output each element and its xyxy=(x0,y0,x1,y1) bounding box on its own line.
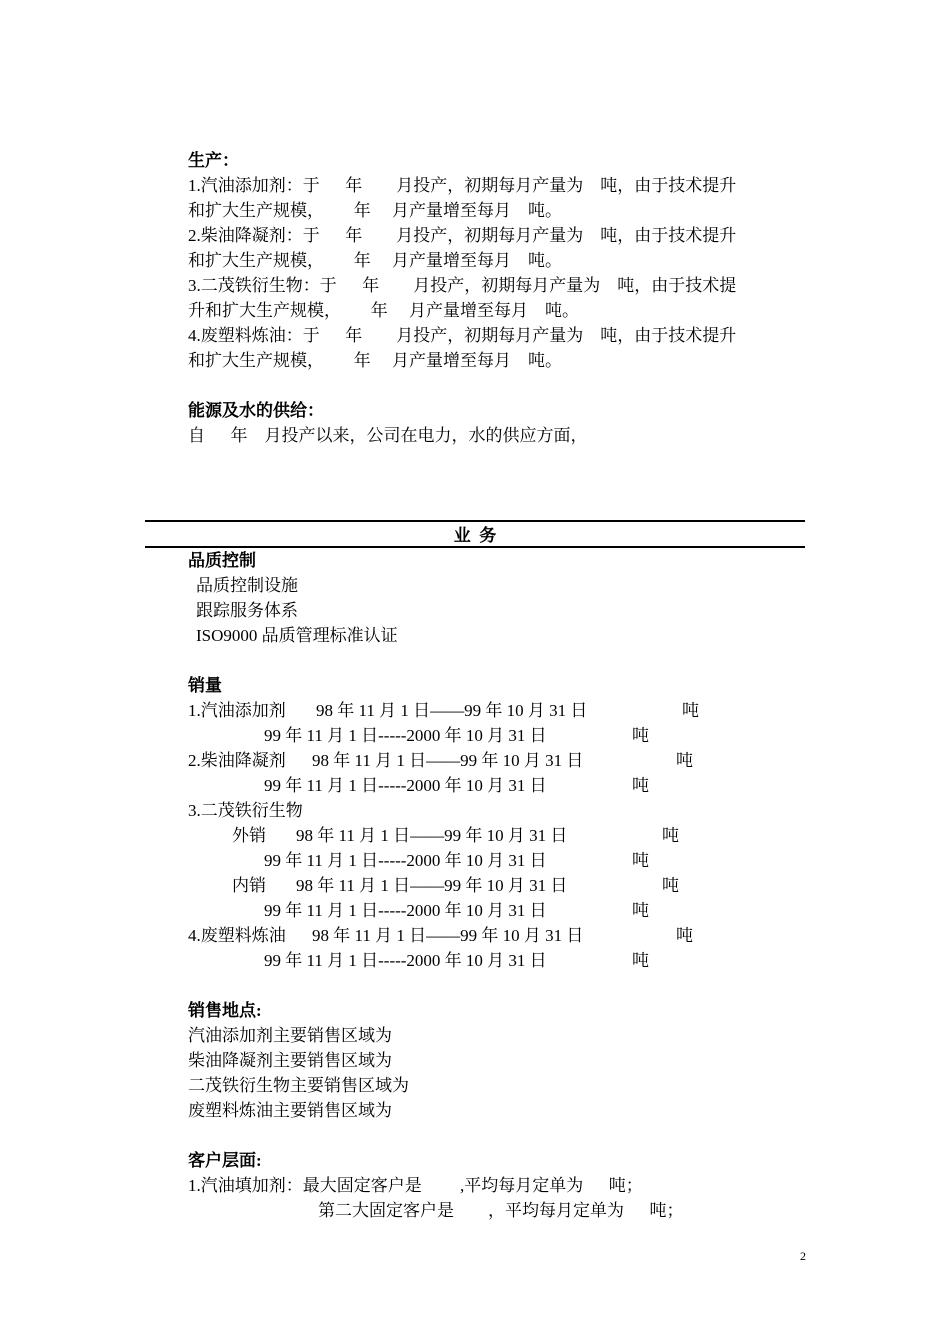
sales-channel-label: 外销 xyxy=(232,826,266,845)
production-line: 和扩大生产规模， 年 月产量增至每月 吨。 xyxy=(188,201,562,220)
production-line: 1.汽油添加剂：于 年 月投产，初期每月产量为 吨，由于技术提升 xyxy=(188,176,737,195)
production-heading: 生产： xyxy=(188,151,239,170)
production-line: 4.废塑料炼油：于 年 月投产，初期每月产量为 吨，由于技术提升 xyxy=(188,326,737,345)
sales-period: 99 年 11 月 1 日-----2000 年 10 月 31 日 xyxy=(264,726,547,745)
location-item: 汽油添加剂主要销售区域为 xyxy=(188,1026,392,1045)
sales-unit: 吨 xyxy=(632,851,649,870)
sales-unit: 吨 xyxy=(632,726,649,745)
sales-unit: 吨 xyxy=(632,951,649,970)
locations-heading: 销售地点: xyxy=(188,1001,262,1020)
section-rule-top xyxy=(145,520,805,522)
quality-item: 跟踪服务体系 xyxy=(196,601,298,620)
sales-heading: 销量 xyxy=(188,676,222,695)
sales-unit: 吨 xyxy=(676,926,693,945)
production-line: 和扩大生产规模， 年 月产量增至每月 吨。 xyxy=(188,251,562,270)
sales-period: 98 年 11 月 1 日——99 年 10 月 31 日 xyxy=(312,751,584,770)
location-item: 柴油降凝剂主要销售区域为 xyxy=(188,1051,392,1070)
sales-product-label: 3.二茂铁衍生物 xyxy=(188,801,303,820)
sales-period: 99 年 11 月 1 日-----2000 年 10 月 31 日 xyxy=(264,776,547,795)
page-number: 2 xyxy=(800,1249,806,1263)
sales-product-label: 4.废塑料炼油 xyxy=(188,926,286,945)
sales-unit: 吨 xyxy=(676,751,693,770)
location-item: 废塑料炼油主要销售区域为 xyxy=(188,1101,392,1120)
customers-line: 第二大固定客户是 ，平均每月定单为 吨； xyxy=(318,1201,684,1220)
sales-period: 99 年 11 月 1 日-----2000 年 10 月 31 日 xyxy=(264,951,547,970)
sales-period: 99 年 11 月 1 日-----2000 年 10 月 31 日 xyxy=(264,901,547,920)
sales-period: 98 年 11 月 1 日——99 年 10 月 31 日 xyxy=(312,926,584,945)
customers-heading: 客户层面: xyxy=(188,1151,262,1170)
sales-product-label: 2.柴油降凝剂 xyxy=(188,751,286,770)
production-line: 升和扩大生产规模， 年 月产量增至每月 吨。 xyxy=(188,301,579,320)
sales-period: 98 年 11 月 1 日——99 年 10 月 31 日 xyxy=(296,826,568,845)
sales-unit: 吨 xyxy=(632,901,649,920)
sales-channel-label: 内销 xyxy=(232,876,266,895)
sales-unit: 吨 xyxy=(632,776,649,795)
quality-heading: 品质控制 xyxy=(188,551,256,570)
sales-period: 99 年 11 月 1 日-----2000 年 10 月 31 日 xyxy=(264,851,547,870)
section-title: 业 务 xyxy=(453,526,497,545)
sales-unit: 吨 xyxy=(682,701,699,720)
production-line: 3.二茂铁衍生物：于 年 月投产，初期每月产量为 吨，由于技术提 xyxy=(188,276,737,295)
sales-period: 98 年 11 月 1 日——99 年 10 月 31 日 xyxy=(296,876,568,895)
sales-period: 98 年 11 月 1 日——99 年 10 月 31 日 xyxy=(316,701,588,720)
customers-line: 1.汽油填加剂：最大固定客户是 ,平均每月定单为 吨； xyxy=(188,1176,643,1195)
production-line: 2.柴油降凝剂：于 年 月投产，初期每月产量为 吨，由于技术提升 xyxy=(188,226,737,245)
quality-item: 品质控制设施 xyxy=(196,576,298,595)
production-line: 和扩大生产规模， 年 月产量增至每月 吨。 xyxy=(188,351,562,370)
sales-unit: 吨 xyxy=(662,876,679,895)
sales-product-label: 1.汽油添加剂 xyxy=(188,701,286,720)
energy-line: 自 年 月投产以来，公司在电力，水的供应方面， xyxy=(188,426,588,445)
energy-heading: 能源及水的供给： xyxy=(188,401,324,420)
location-item: 二茂铁衍生物主要销售区域为 xyxy=(188,1076,409,1095)
sales-unit: 吨 xyxy=(662,826,679,845)
quality-item: ISO9000 品质管理标准认证 xyxy=(196,626,398,645)
